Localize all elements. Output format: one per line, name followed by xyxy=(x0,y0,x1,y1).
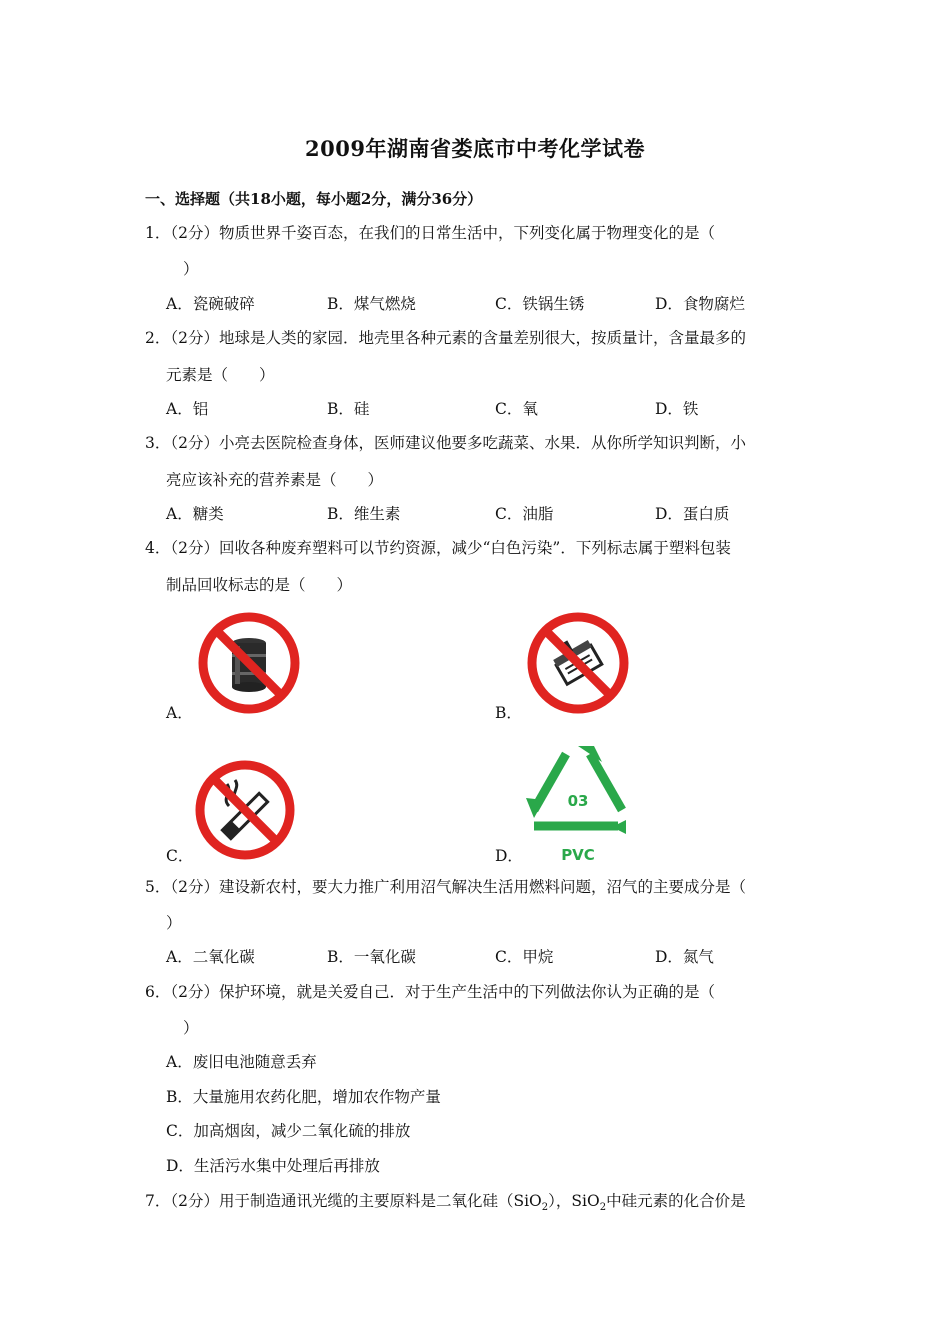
question-5-option-c: C．甲烷 xyxy=(495,948,554,966)
question-6-stem: 6．（2分）保护环境，就是关爱自己．对于生产生活中的下列做法你认为正确的是（ xyxy=(145,983,715,1001)
question-5-option-a: A．二氧化碳 xyxy=(166,948,255,966)
question-7-text-2: ），SiO xyxy=(548,1192,600,1210)
question-7-text-1: 7．（2分）用于制造通讯光缆的主要原料是二氧化硅（SiO xyxy=(145,1192,542,1210)
recycle-code: 03 xyxy=(567,792,589,810)
question-3-stem-cont: 亮应该补充的营养素是（ ） xyxy=(166,471,384,489)
question-4-option-b: B． xyxy=(495,704,522,722)
subscript-2: 2 xyxy=(541,1202,549,1214)
question-5-option-d: D．氮气 xyxy=(655,948,714,966)
question-1-stem: 1．（2分）物质世界千姿百态，在我们的日常生活中，下列变化属于物理变化的是（ xyxy=(145,224,715,242)
question-3-option-c: C．油脂 xyxy=(495,505,554,523)
question-2-option-d: D．铁 xyxy=(655,400,699,418)
question-4-option-c: C． xyxy=(166,847,194,865)
question-3-stem: 3．（2分）小亮去医院检查身体，医师建议他要多吃蔬菜、水果．从你所学知识判断，小 xyxy=(145,434,746,452)
question-5-option-b: B．一氧化碳 xyxy=(327,948,416,966)
question-4-option-a: A． xyxy=(166,704,193,722)
question-3-option-a: A．糖类 xyxy=(166,505,224,523)
question-2-option-a: A．铝 xyxy=(166,400,209,418)
question-4-stem: 4．（2分）回收各种废弃塑料可以节约资源，减少“白色污染”．下列标志属于塑料包装 xyxy=(145,539,731,557)
question-1-option-d: D．食物腐烂 xyxy=(655,295,745,313)
question-5-stem: 5．（2分）建设新农村，要大力推广利用沼气解决生活用燃料问题，沼气的主要成分是（ xyxy=(145,878,746,896)
question-3-option-b: B．维生素 xyxy=(327,505,401,523)
no-oil-drum-icon xyxy=(195,610,303,716)
question-1-option-c: C．铁锅生锈 xyxy=(495,295,585,313)
no-matches-icon xyxy=(524,610,632,716)
question-1-option-a: A．瓷碗破碎 xyxy=(166,295,255,313)
question-7-stem xyxy=(145,1191,746,1218)
page-title: 2009年湖南省娄底市中考化学试卷 xyxy=(305,136,645,161)
question-3-option-d: D．蛋白质 xyxy=(655,505,730,523)
question-2-option-c: C．氧 xyxy=(495,400,538,418)
question-6-option-c: C．加高烟囱，减少二氧化硫的排放 xyxy=(166,1122,411,1140)
question-4-option-d: D． xyxy=(495,847,523,865)
section-heading: 一、选择题（共18小题，每小题2分，满分36分） xyxy=(145,190,483,208)
question-4-stem-cont: 制品回收标志的是（ ） xyxy=(166,576,353,594)
question-5-stem-cont: ） xyxy=(166,914,182,932)
question-7-text-3: 中硅元素的化合价是 xyxy=(606,1192,746,1210)
question-2-stem-cont: 元素是（ ） xyxy=(166,366,275,384)
question-1-option-b: B．煤气燃烧 xyxy=(327,295,416,313)
question-1-stem-cont: ） xyxy=(183,260,199,278)
question-6-option-d: D．生活污水集中处理后再排放 xyxy=(166,1157,380,1175)
question-6-option-a: A．废旧电池随意丢弃 xyxy=(166,1053,317,1071)
question-2-stem: 2．（2分）地球是人类的家园．地壳里各种元素的含量差别很大，按质量计，含量最多的 xyxy=(145,329,746,347)
question-6-stem-cont: ） xyxy=(183,1019,199,1037)
subscript-2b: 2 xyxy=(599,1202,607,1214)
question-2-option-b: B．硅 xyxy=(327,400,370,418)
recycle-material: PVC xyxy=(561,846,595,864)
question-6-option-b: B．大量施用农药化肥，增加农作物产量 xyxy=(166,1088,441,1106)
no-smoking-icon xyxy=(193,758,297,862)
pvc-recycle-icon xyxy=(522,740,634,865)
